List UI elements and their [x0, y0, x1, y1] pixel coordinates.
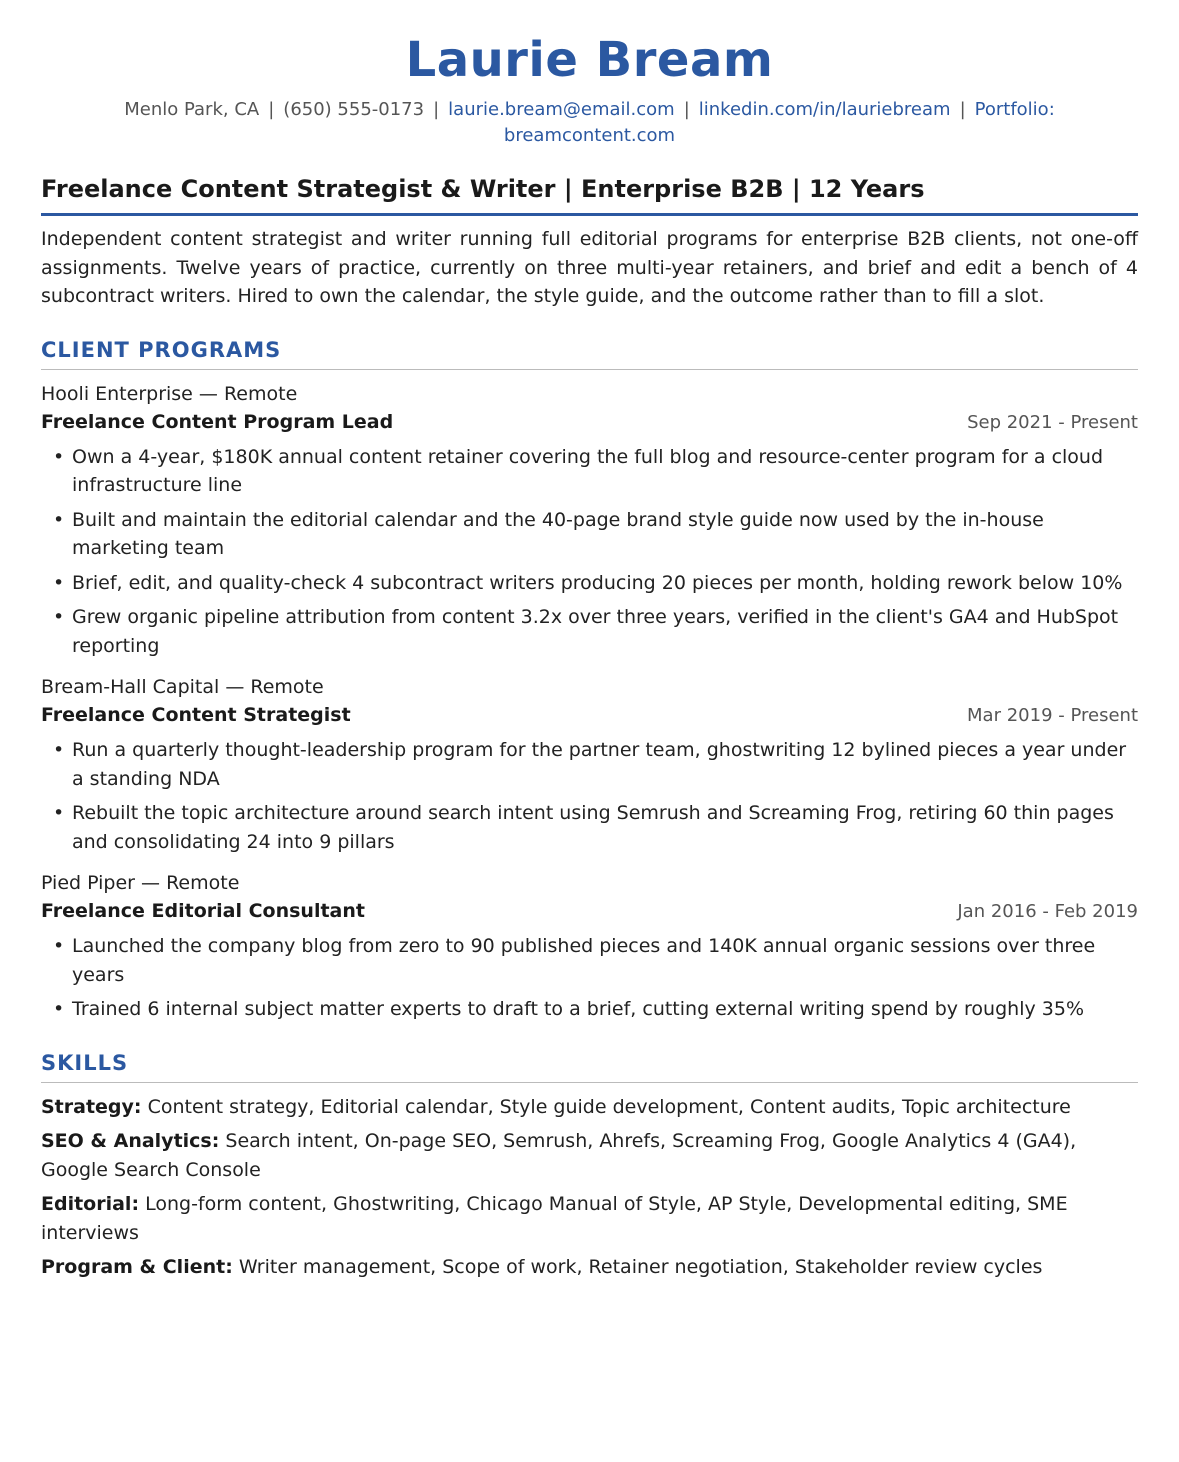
bullet-item: • Own a 4-year, $180K annual content retainer covering the full blog and resource-center program for a cloud infrastructure line	[41, 443, 1138, 500]
location: Menlo Park, CA	[124, 99, 260, 120]
job-role: Freelance Content Program Lead	[41, 410, 394, 433]
job-role: Freelance Content Strategist	[41, 704, 351, 726]
skill-items: Writer management, Scope of work, Retainer negotiation, Stakeholder review cycles	[238, 1256, 1043, 1278]
portfolio-link[interactable]: Portfolio: breamcontent.com	[503, 99, 1055, 146]
skill-group	[41, 1093, 1138, 1122]
bullet-item: • Trained 6 internal subject matter experts to draft to a brief, cutting external writing spend by roughly 35%	[41, 995, 1138, 1024]
skill-group	[41, 1253, 1138, 1282]
candidate-name: Laurie Bream	[405, 32, 774, 88]
separator: |	[959, 99, 966, 120]
skill-group	[41, 1190, 1138, 1247]
skill-label: SEO & Analytics:	[41, 1130, 220, 1152]
company-line: Pied Piper — Remote	[41, 872, 240, 894]
job-bullets	[41, 736, 1138, 856]
company-line: Hooli Enterprise — Remote	[41, 382, 298, 405]
job-dates: Jan 2016 - Feb 2019	[957, 901, 1138, 922]
skill-group	[41, 1127, 1138, 1184]
skill-items: Search intent, On-page SEO, Semrush, Ahrefs, Screaming Frog, Google Analytics 4 (GA4), Google Search Console	[41, 1130, 1077, 1181]
skill-label: Program & Client:	[41, 1256, 233, 1278]
section-title-skills: SKILLS	[41, 1048, 1138, 1083]
separator: |	[683, 99, 690, 120]
separator: |	[433, 99, 440, 120]
job-dates: Mar 2019 - Present	[967, 705, 1138, 726]
summary-paragraph: Independent content strategist and writer running full editorial programs for enterprise B2B clients, not one-off assignments. Twelve years of practice, currently on three multi-year retainers, and brief and edit a bench of 4 subcontract writers. Hired to own the calendar, the style guide, and the outcome rather than to fill a slot.	[41, 228, 1138, 307]
job-entry	[41, 869, 1138, 1024]
skill-label: Strategy:	[41, 1095, 142, 1118]
email-link[interactable]: laurie.bream@email.com	[448, 99, 675, 120]
bullet-item: • Rebuilt the topic architecture around search intent using Semrush and Screaming Frog, retiring 60 thin pages and consolidating 24 into 9 pillars	[41, 799, 1138, 856]
job-dates: Sep 2021 - Present	[967, 411, 1138, 433]
role-row	[41, 408, 1138, 437]
skill-items: Long-form content, Ghostwriting, Chicago Manual of Style, AP Style, Developmental editing, SME interviews	[41, 1193, 1068, 1244]
role-row	[41, 897, 1138, 926]
linkedin-link[interactable]: linkedin.com/in/lauriebream	[698, 99, 951, 120]
separator: |	[268, 99, 275, 120]
bullet-item: • Brief, edit, and quality-check 4 subcontract writers producing 20 pieces per month, holding rework below 10%	[41, 569, 1138, 598]
skill-items: Content strategy, Editorial calendar, Style guide development, Content audits, Topic architecture	[147, 1095, 1071, 1118]
section-title-client-programs: CLIENT PROGRAMS	[41, 335, 1138, 370]
phone: (650) 555-0173	[283, 99, 425, 120]
job-bullets	[41, 932, 1138, 1024]
contact-line	[41, 97, 1138, 149]
job-bullets	[41, 443, 1138, 661]
bullet-item: • Grew organic pipeline attribution from content 3.2x over three years, verified in the client's GA4 and HubSpot reporting	[41, 603, 1138, 660]
skills-list	[41, 1093, 1138, 1282]
job-entry	[41, 673, 1138, 856]
bullet-item: • Launched the company blog from zero to 90 published pieces and 140K annual organic sessions over three years	[41, 932, 1138, 989]
job-role: Freelance Editorial Consultant	[41, 900, 365, 922]
bullet-item: • Built and maintain the editorial calendar and the 40-page brand style guide now used by the in-house marketing team	[41, 506, 1138, 563]
job-entry	[41, 380, 1138, 661]
bullet-item: • Run a quarterly thought-leadership program for the partner team, ghostwriting 12 bylined pieces a year under a standing NDA	[41, 736, 1138, 793]
role-row	[41, 701, 1138, 730]
company-line: Bream-Hall Capital — Remote	[41, 676, 324, 698]
skill-label: Editorial:	[41, 1193, 140, 1215]
professional-headline: Freelance Content Strategist & Writer | Enterprise B2B | 12 Years	[41, 173, 1138, 216]
